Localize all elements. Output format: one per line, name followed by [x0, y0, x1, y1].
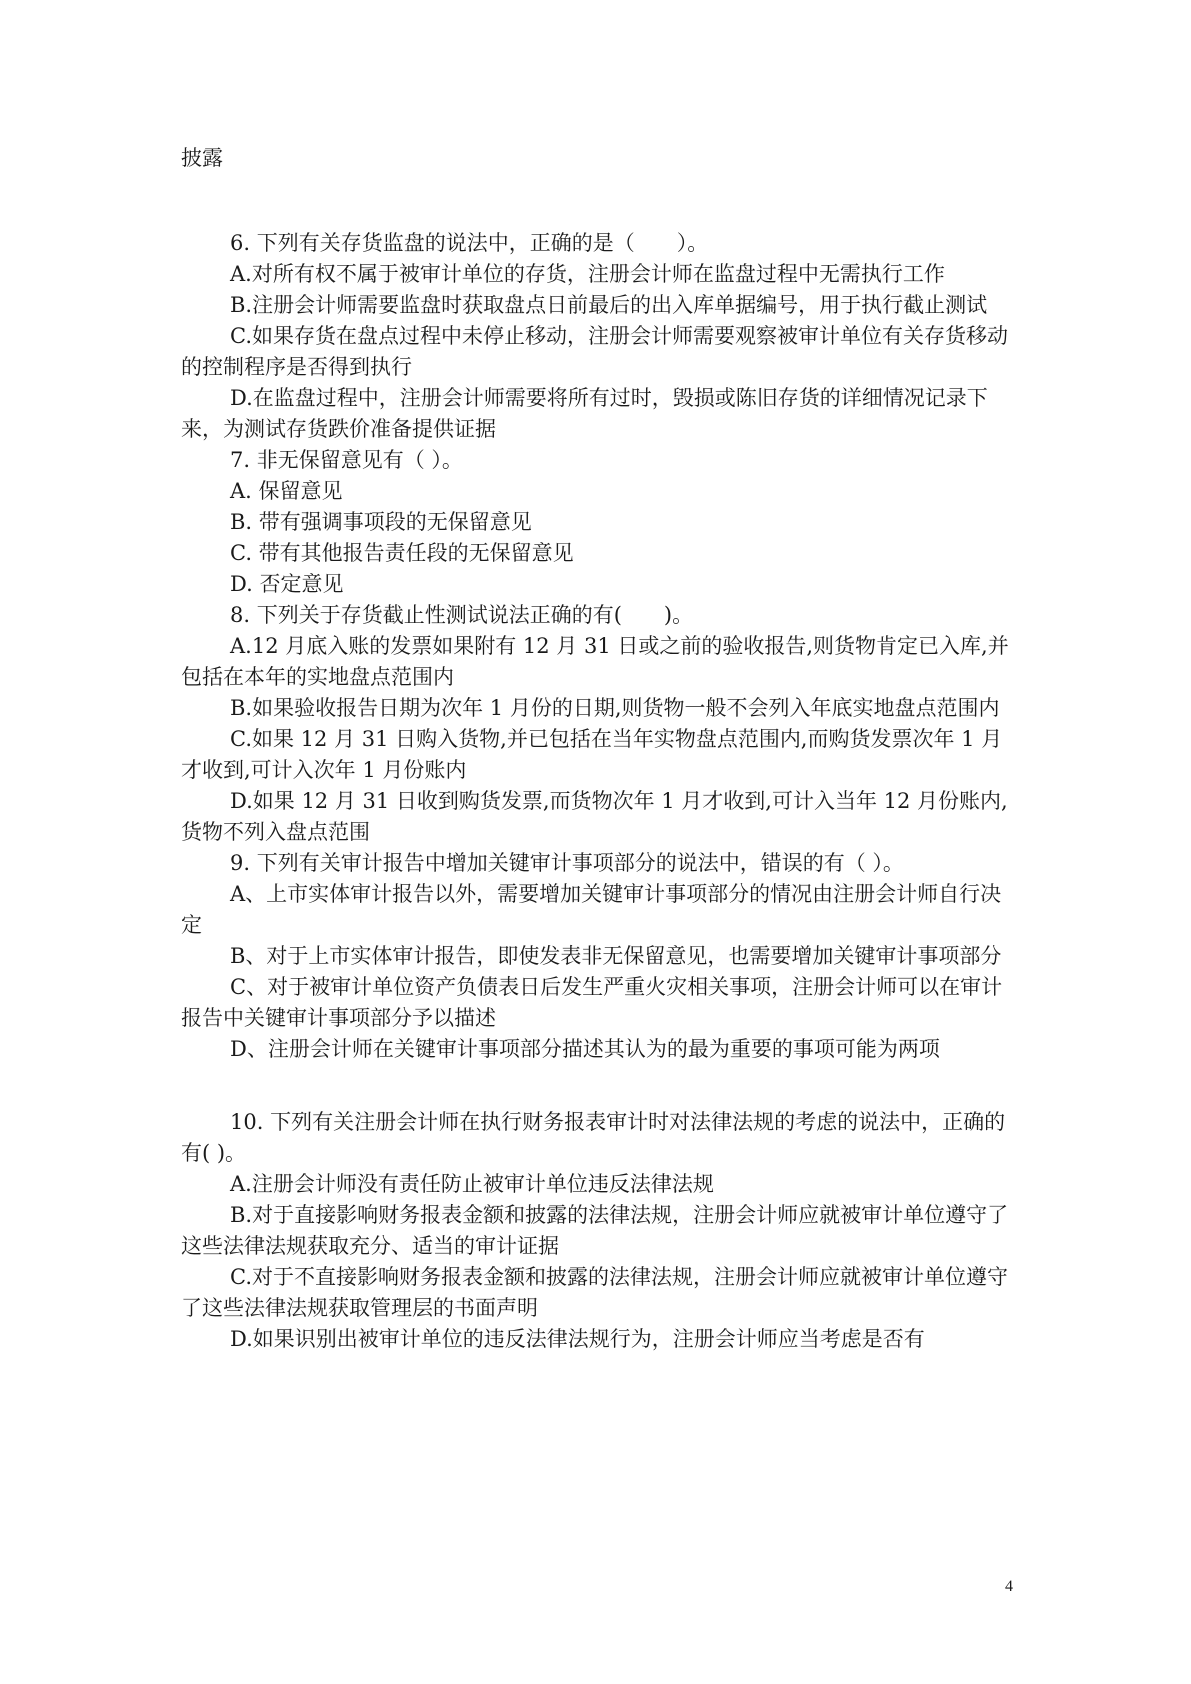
option-8b: B.如果验收报告日期为次年 1 月份的日期,则货物一般不会列入年底实地盘点范围内 [230, 696, 1000, 720]
question-6: 6. 下列有关存货监盘的说法中，正确的是（ ）。 [230, 231, 709, 255]
option-6b: B.注册会计师需要监盘时获取盘点日前最后的出入库单据编号，用于执行截止测试 [230, 293, 988, 317]
page-content [181, 143, 1019, 1355]
option-6d: D.在监盘过程中，注册会计师需要将所有过时，毁损或陈旧存货的详细情况记录下来，为测试存货跌价准备提供证据 [181, 386, 988, 441]
option-6c: C.如果存货在盘点过程中未停止移动，注册会计师需要观察被审计单位有关存货移动的控制程序是否得到执行 [181, 324, 1008, 379]
page-number: 4 [1005, 1578, 1013, 1595]
option-6a: A.对所有权不属于被审计单位的存货，注册会计师在监盘过程中无需执行工作 [230, 262, 945, 286]
option-8d: D.如果 12 月 31 日收到购货发票,而货物次年 1 月才收到,可计入当年 12 月份账内,货物不列入盘点范围 [181, 789, 1008, 844]
question-7: 7. 非无保留意见有（ ）。 [230, 448, 463, 472]
option-9c: C、对于被审计单位资产负债表日后发生严重火灾相关事项，注册会计师可以在审计报告中关键审计事项部分予以描述 [181, 975, 1003, 1030]
question-10: 10. 下列有关注册会计师在执行财务报表审计时对法律法规的考虑的说法中，正确的有( )。 [181, 1110, 1006, 1165]
option-7c: C. 带有其他报告责任段的无保留意见 [230, 541, 574, 565]
option-8c: C.如果 12 月 31 日购入货物,并已包括在当年实物盘点范围内,而购货发票次年 1 月才收到,可计入次年 1 月份账内 [181, 727, 1003, 782]
option-9a: A、上市实体审计报告以外，需要增加关键审计事项部分的情况由注册会计师自行决定 [181, 882, 1002, 937]
option-10c: C.对于不直接影响财务报表金额和披露的法律法规，注册会计师应就被审计单位遵守了这些法律法规获取管理层的书面声明 [181, 1265, 1008, 1320]
paragraph-gap [181, 174, 1019, 228]
option-7b: B. 带有强调事项段的无保留意见 [230, 510, 532, 534]
option-9b: B、对于上市实体审计报告，即使发表非无保留意见，也需要增加关键审计事项部分 [230, 944, 1002, 968]
question-9: 9. 下列有关审计报告中增加关键审计事项部分的说法中，错误的有（ ）。 [230, 851, 904, 875]
paragraph-gap [181, 1065, 1019, 1107]
question-8: 8. 下列关于存货截止性测试说法正确的有( )。 [230, 603, 694, 627]
continued-text: 披露 [181, 146, 223, 170]
option-10a: A.注册会计师没有责任防止被审计单位违反法律法规 [230, 1172, 714, 1196]
option-8a: A.12 月底入账的发票如果附有 12 月 31 日或之前的验收报告,则货物肯定已入库,并包括在本年的实地盘点范围内 [181, 634, 1009, 689]
option-10d: D.如果识别出被审计单位的违反法律法规行为，注册会计师应当考虑是否有 [230, 1327, 925, 1351]
option-9d: D、注册会计师在关键审计事项部分描述其认为的最为重要的事项可能为两项 [230, 1037, 940, 1061]
option-7d: D. 否定意见 [230, 572, 344, 596]
option-10b: B.对于直接影响财务报表金额和披露的法律法规，注册会计师应就被审计单位遵守了这些法律法规获取充分、适当的审计证据 [181, 1203, 1009, 1258]
option-7a: A. 保留意见 [230, 479, 343, 503]
